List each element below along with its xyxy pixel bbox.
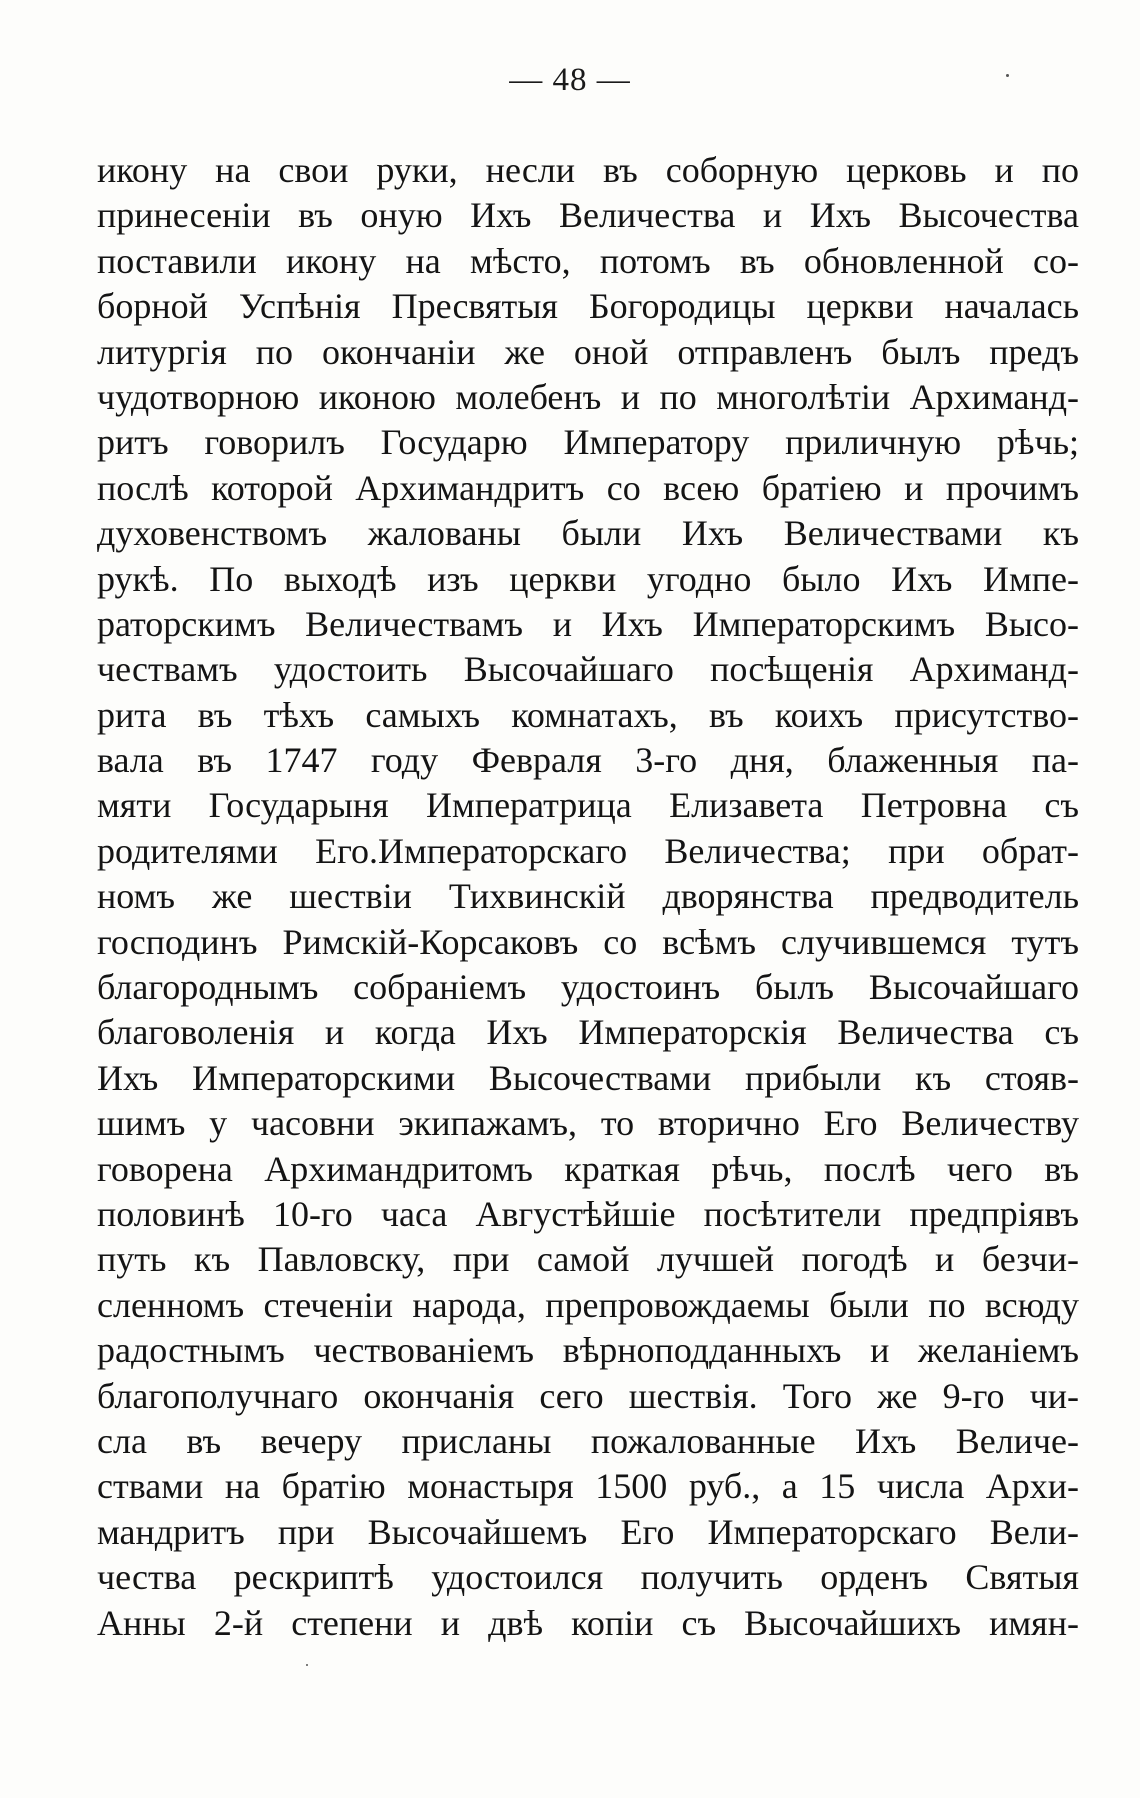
text-line: борной Успѣнія Пресвятыя Богородицы церкви началась [97,286,1079,327]
text-line: Ихъ Императорскими Высочествами прибыли къ стояв- [97,1057,1079,1098]
text-line: номъ же шествіи Тихвинскій дворянства предводитель [97,876,1079,917]
text-line: половинѣ 10-го часа Августѣйшіе посѣтители предпріявъ [97,1193,1079,1234]
text-line: принесеніи въ оную Ихъ Величества и Ихъ Высочества [97,195,1079,236]
text-line: ствами на братію монастыря 1500 руб., а 15 числа Архи- [97,1466,1079,1507]
text-line: чества рескриптѣ удостоился получить орденъ Святыя [97,1557,1079,1598]
text-line: рита въ тѣхъ самыхъ комнатахъ, въ коихъ присутство- [97,694,1079,735]
text-line: икону на свои руки, несли въ соборную церковь и по [97,150,1079,190]
text-line: раторскимъ Величествамъ и Ихъ Императорскимъ Высо- [97,603,1079,644]
text-line: говорена Архимандритомъ краткая рѣчь, послѣ чего въ [97,1148,1079,1189]
text-line: чествамъ удостоить Высочайшаго посѣщенія Архиманд- [97,649,1079,690]
text-line: сла въ вечеру присланы пожалованные Ихъ Величе- [97,1420,1079,1461]
text-line: мяти Государыня Императрица Елизавета Петровна съ [97,785,1079,826]
text-line: духовенствомъ жалованы были Ихъ Величествами къ [97,513,1079,554]
text-line: ритъ говорилъ Государю Императору приличную рѣчь; [97,422,1079,463]
text-line: послѣ которой Архимандритъ со всею братіею и прочимъ [97,467,1079,508]
text-line: рукѣ. По выходѣ изъ церкви угодно было Ихъ Импе- [97,558,1079,599]
text-line: сленномъ стеченіи народа, препровождаемы были по всюду [97,1284,1079,1325]
text-line: вала въ 1747 году Февраля 3-го дня, блаженныя па- [97,740,1079,781]
text-line: чудотворною иконою молебенъ и по многолѣтіи Архиманд- [97,376,1079,417]
text-line: путь къ Павловску, при самой лучшей погодѣ и безчи- [97,1239,1079,1280]
print-speck [306,1664,308,1666]
text-line: родителями Его.Императорскаго Величества; при обрат- [97,830,1079,871]
text-line: благополучнаго окончанія сего шествія. Того же 9-го чи- [97,1375,1079,1416]
text-line: господинъ Римскій-Корсаковъ со всѣмъ случившемся тутъ [97,921,1079,962]
text-line: шимъ у часовни экипажамъ, то вторично Его Величеству [97,1103,1079,1144]
print-speck [1006,74,1009,77]
text-line: Анны 2-й степени и двѣ копіи съ Высочайшихъ имян- [97,1602,1079,1643]
text-line: благороднымъ собраніемъ удостоинъ былъ Высочайшаго [97,967,1079,1008]
text-line: поставили икону на мѣсто, потомъ въ обновленной со- [97,240,1079,281]
page-number: — 48 — [509,62,631,98]
text-line: мандритъ при Высочайшемъ Его Императорскаго Вели- [97,1511,1079,1552]
text-line: радостнымъ чествованіемъ вѣрноподданныхъ и желаніемъ [97,1330,1079,1371]
body-text [97,148,1079,1646]
text-line: литургія по окончаніи же оной отправленъ былъ предъ [97,331,1079,372]
text-line: благоволенія и когда Ихъ Императорскія Величества съ [97,1012,1079,1053]
